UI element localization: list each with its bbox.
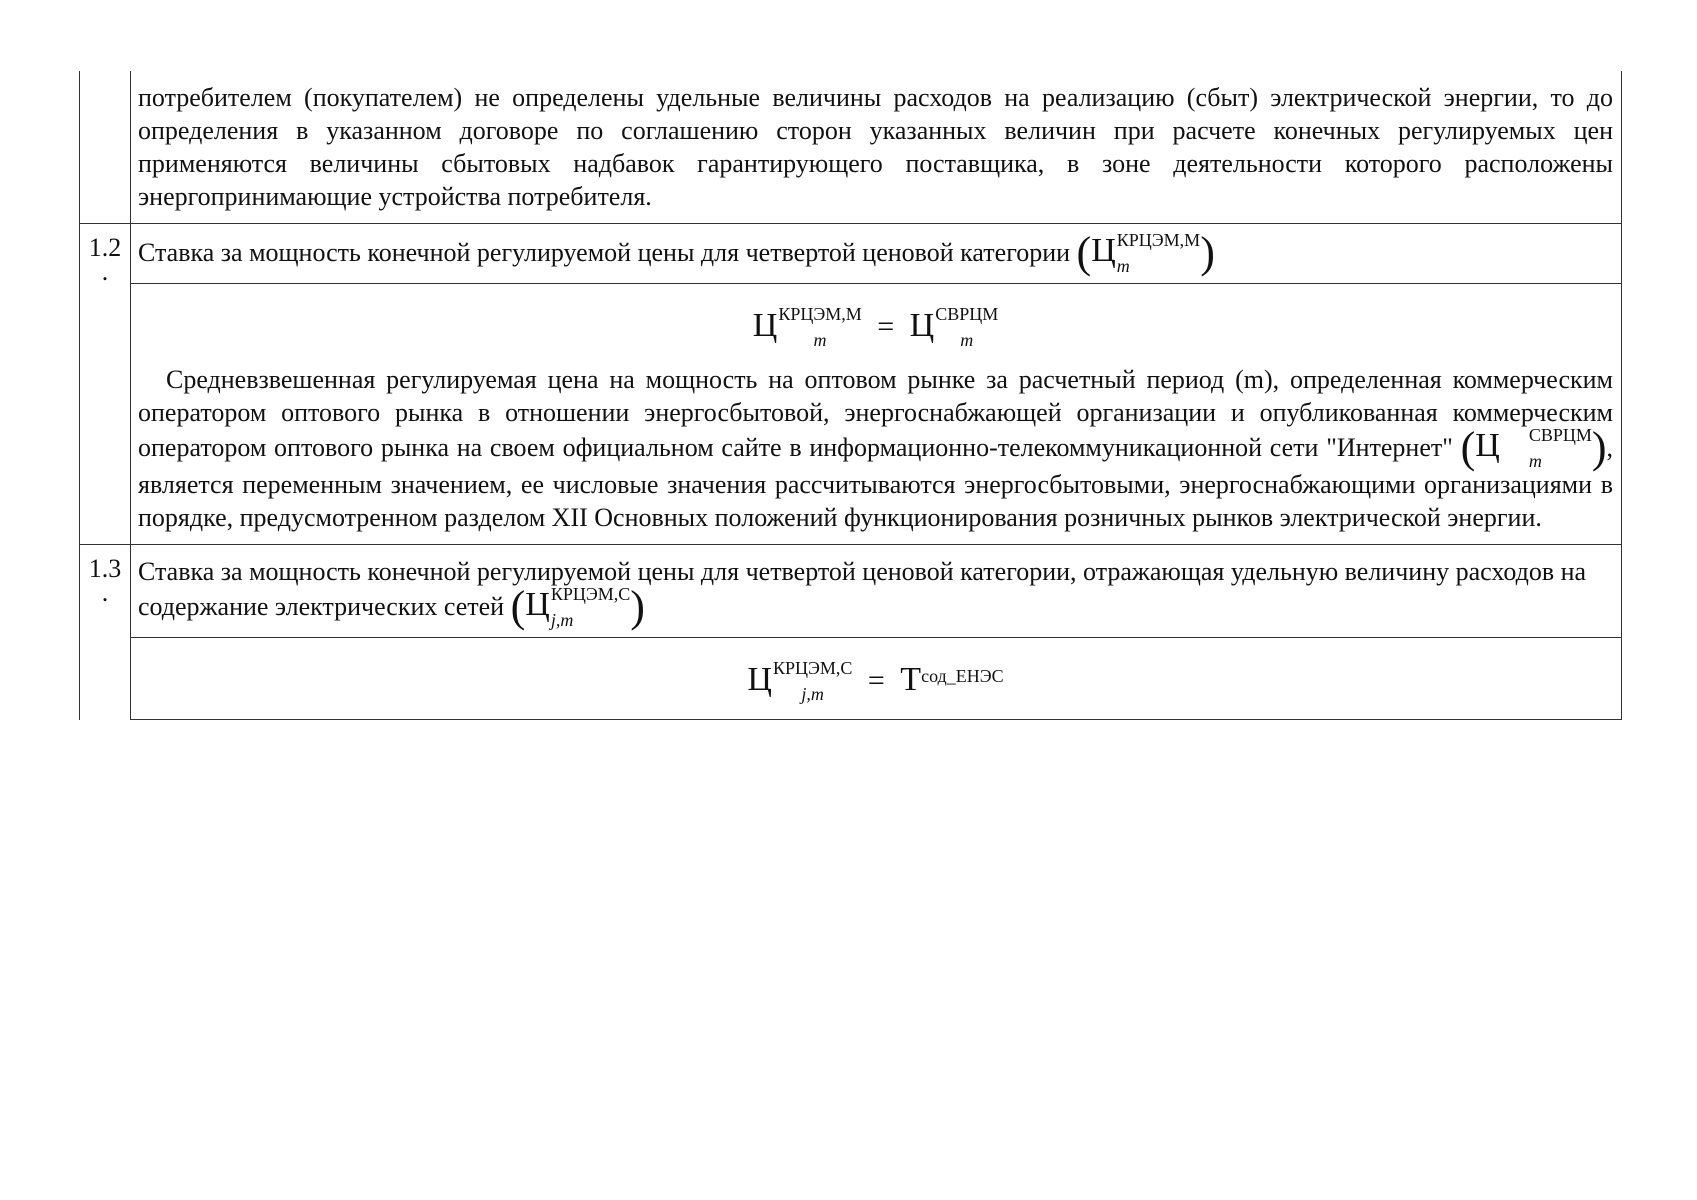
row-text-cell xyxy=(131,71,1622,224)
row-number-cell xyxy=(80,71,131,224)
description-1-2: Средневзвешенная регулируемая цена на мощность на оптовом рынке за расчетный период (m), определенная коммерческим оператором оптового рынка в отношении энергосбытовой, энергоснабжающей организации и опубликованная коммерческим оператором оптового рынка на своем официальном сайте в информационно-телекоммуникационной сети "Интернет" (Ц СВРЦМ m ), является переменным значением, ее числовые значения рассчитываются энергосбытовыми, энергоснабжающими организациями в порядке, предусмотренном разделом XII Основных положений функционирования розничных рынков электрической энергии. xyxy=(138,365,1613,533)
heading-cell-1-2 xyxy=(131,224,1622,284)
table-row-1-2-body xyxy=(80,284,1622,545)
heading-1-2 xyxy=(138,227,1613,277)
heading-1-3-formula: (Ц КРЦЭМ,С j,m ) xyxy=(510,581,645,631)
heading-1-3 xyxy=(138,555,1613,631)
continuation-paragraph: потребителем (покупателем) не определены удельные величины расходов на реализацию (сбыт) электрической энергии, то до определения в указанном договоре по соглашению сторон указанных величин при расчете конечных регулируемых цен применяются величины сбытовых надбавок гарантирующего поставщика, в зоне деятельности которого расположены энергопринимающие устройства потребителя. xyxy=(138,83,1613,211)
formula-1-2: Ц КРЦЭМ,М m = Ц СВРЦМ m xyxy=(752,304,999,351)
row-number-1-3 xyxy=(80,545,131,720)
row-number-dot: . xyxy=(101,578,109,608)
table-row-1-3-heading xyxy=(80,545,1622,638)
heading-1-3-text: Ставка за мощность конечной регулируемой цены для четвертой ценовой категории, отражающая удельную величину расходов на содержание электрических сетей xyxy=(138,557,1587,622)
tariff-table xyxy=(79,71,1622,720)
body-cell-1-2 xyxy=(131,284,1622,545)
table-row-1-3-body xyxy=(80,638,1622,720)
formula-1-3: Ц КРЦЭМ,С j,m = $Т^{сод\_ЕНЭС}$ xyxy=(747,658,1004,705)
inline-formula-1-2: (Ц СВРЦМ m ) xyxy=(1460,422,1607,472)
heading-1-2-text: Ставка за мощность конечной регулируемой цены для четвертой ценовой категории xyxy=(138,238,1071,267)
row-number-1-2 xyxy=(80,224,131,545)
heading-1-2-formula: (Ц КРЦЭМ,М m ) xyxy=(1076,227,1215,277)
body-cell-1-3 xyxy=(131,638,1622,720)
table-row-1-2-heading xyxy=(80,224,1622,284)
row-number-label: 1.2 xyxy=(88,233,122,262)
heading-cell-1-3 xyxy=(131,545,1622,638)
table-row-continuation xyxy=(80,71,1622,224)
row-number-dot: . xyxy=(101,257,109,286)
row-number-label: 1.3 xyxy=(88,554,122,584)
